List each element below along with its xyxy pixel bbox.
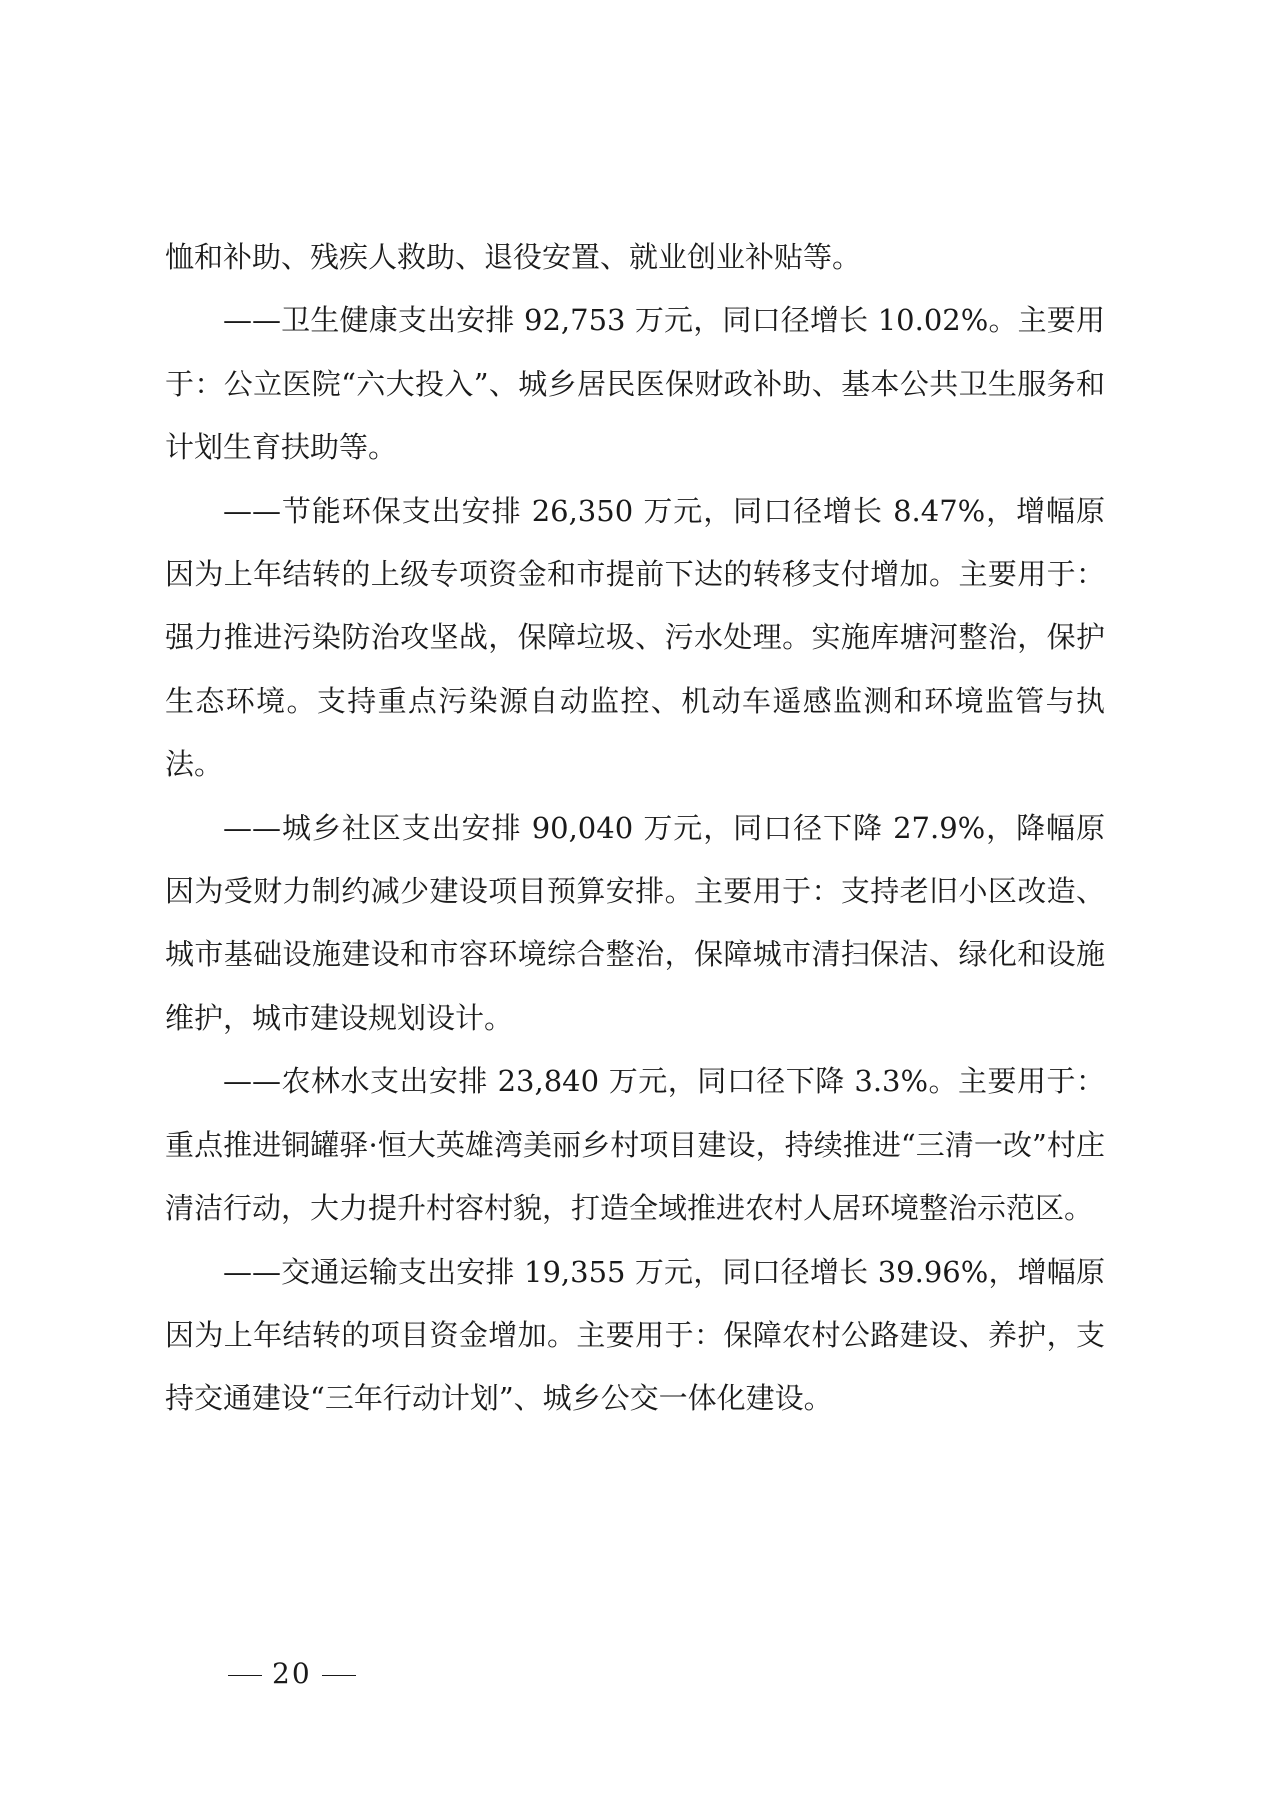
page-number-left-dash [228, 1675, 262, 1676]
paragraph-environmental-expenditure: ——节能环保支出安排 26,350 万元，同口径增长 8.47%，增幅原因为上年结转的上级专项资金和市提前下达的转移支付增加。主要用于：强力推进污染防治攻坚战，保障垃圾、污水处理。实施库塘河整治，保护生态环境。支持重点污染源自动监控、机动车遥感监测和环境监管与执法。 [165, 493, 1105, 782]
paragraph-urban-rural-community-expenditure: ——城乡社区支出安排 90,040 万元，同口径下降 27.9%，降幅原因为受财力制约减少建设项目预算安排。主要用于：支持老旧小区改造、城市基础设施建设和市容环境综合整治，保障城市清扫保洁、绿化和设施维护，城市建设规划设计。 [165, 810, 1105, 1035]
page-footer [218, 1654, 366, 1694]
document-body [165, 226, 1105, 1431]
paragraph-agriculture-forestry-water-expenditure: ——农林水支出安排 23,840 万元，同口径下降 3.3%。主要用于：重点推进铜罐驿·恒大英雄湾美丽乡村项目建设，持续推进“三清一改”村庄清洁行动，大力提升村容村貌，打造全域推进农村人居环境整治示范区。 [165, 1064, 1105, 1226]
paragraph-health-expenditure: ——卫生健康支出安排 92,753 万元，同口径增长 10.02%。主要用于：公立医院“六大投入”、城乡居民医保财政补助、基本公共卫生服务和计划生育扶助等。 [165, 303, 1105, 465]
paragraph-transportation-expenditure: ——交通运输支出安排 19,355 万元，同口径增长 39.96%，增幅原因为上年结转的项目资金增加。主要用于：保障农村公路建设、养护，支持交通建设“三年行动计划”、城乡公交一体化建设。 [165, 1254, 1105, 1416]
page-number: 20 [272, 1657, 312, 1690]
page-number-right-dash [322, 1675, 356, 1676]
paragraph-social-security-continuation: 恤和补助、残疾人救助、退役安置、就业创业补贴等。 [165, 240, 862, 274]
